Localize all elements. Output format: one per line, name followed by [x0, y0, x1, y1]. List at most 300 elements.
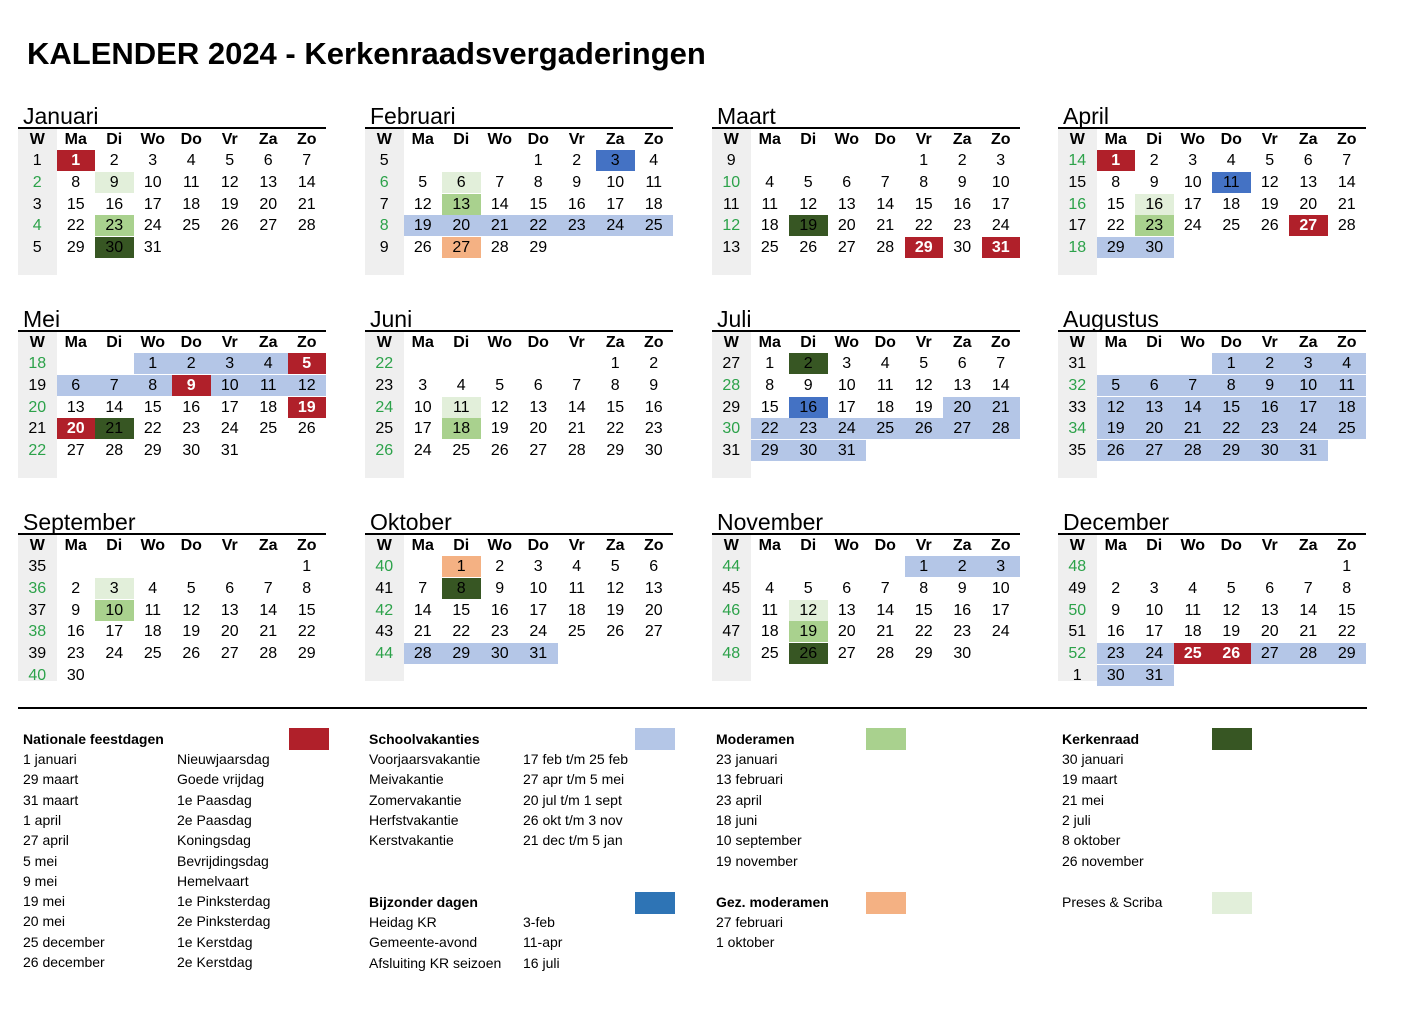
day-cell: 19: [1260, 195, 1279, 213]
day-cell: 18: [760, 623, 779, 641]
day-cell: 29: [452, 645, 471, 663]
day-cell: 21: [567, 420, 586, 438]
day-cell: 28: [1337, 217, 1356, 235]
legend-gez-moderamen-date: 27 februari: [716, 914, 783, 930]
day-cell: 6: [842, 173, 852, 191]
day-cell: 27: [953, 420, 972, 438]
day-cell: 14: [876, 195, 895, 213]
day-cell: 27: [529, 442, 548, 460]
day-cell: 20: [1145, 420, 1164, 438]
day-cell: 27: [259, 217, 278, 235]
day-cell: 28: [259, 645, 278, 663]
day-cell: 1: [302, 558, 312, 575]
day-cell: 21: [413, 623, 432, 641]
week-number: 49: [1068, 579, 1087, 597]
weekday-header-cell: Wo: [834, 334, 860, 351]
day-cell: 16: [789, 397, 828, 418]
day-cell: 27: [66, 442, 85, 460]
day-cell: 7: [418, 579, 428, 597]
day-cell: 20: [529, 420, 548, 438]
weekday-header: [18, 127, 326, 150]
day-cell: 18: [760, 217, 779, 235]
day-cell: 9: [957, 173, 967, 191]
weekday-header-cell: Ma: [1104, 334, 1127, 351]
day-cell: 4: [880, 355, 890, 372]
legend-schoolvakantie-label: 21 dec t/m 5 jan: [523, 832, 623, 849]
weekday-header-cell: Do: [874, 537, 896, 554]
day-cell: 30: [95, 237, 134, 258]
legend-swatch-kerkenraad: [1212, 728, 1252, 750]
day-cell: 5: [1111, 376, 1121, 394]
day-cell: 13: [1145, 398, 1164, 416]
day-cell: 10: [991, 173, 1010, 191]
day-cell: 19: [914, 398, 933, 416]
legend-swatch-gez-moderamen: [866, 892, 906, 914]
day-cell: 16: [1106, 623, 1125, 641]
day-cell: 1: [148, 355, 158, 372]
day-cell: 22: [914, 217, 933, 235]
weekday-header-cell: Do: [180, 131, 202, 148]
day-cell: 11: [1338, 376, 1356, 394]
day-cell: 2: [71, 579, 81, 597]
day-cell: 12: [914, 376, 933, 394]
day-cell: 4: [1188, 579, 1198, 597]
day-cell: 29: [1106, 239, 1125, 257]
day-cell: 31: [1145, 667, 1164, 684]
day-cell: 10: [991, 579, 1010, 597]
day-cell: 29: [297, 645, 316, 663]
weekday-header-cell: Zo: [643, 131, 664, 148]
weekday-header-cell: Vr: [1261, 334, 1278, 351]
legend-bijzondere-label: 16 juli: [523, 954, 560, 971]
day-cell: 28: [876, 645, 895, 663]
day-cell: 3: [418, 376, 428, 394]
day-cell: 13: [442, 194, 481, 215]
day-cell: 8: [1226, 376, 1236, 394]
day-cell: 26: [789, 643, 828, 664]
day-cell: 17: [143, 195, 162, 213]
legend-nationale-date: 1 april: [23, 811, 62, 828]
weekday-header-cell: Di: [800, 131, 817, 148]
legend-nationale-date: 1 januari: [23, 751, 77, 767]
week-number: 1: [1072, 667, 1082, 684]
day-cell: 16: [644, 398, 663, 416]
day-cell: 9: [495, 579, 505, 597]
day-cell: 20: [837, 217, 856, 235]
day-cell: 15: [914, 601, 933, 619]
weekday-header-cell: W: [18, 535, 57, 556]
day-cell: 30: [490, 645, 509, 663]
week-number: 13: [722, 239, 741, 257]
weekday-header-cell: Ma: [758, 334, 781, 351]
weekday-header-cell: Di: [800, 334, 817, 351]
day-cell: 12: [182, 601, 201, 619]
day-cell: 12: [297, 376, 316, 394]
day-cell: 21: [490, 217, 509, 235]
day-cell: 10: [95, 600, 134, 621]
day-cell: 16: [1260, 398, 1279, 416]
day-cell: 3: [225, 355, 235, 372]
day-cell: 8: [533, 173, 543, 191]
day-cell: 19: [789, 621, 828, 642]
weekday-header-cell: Za: [952, 334, 972, 351]
week-number: 31: [1068, 355, 1087, 372]
day-cell: 9: [649, 376, 659, 394]
day-cell: 13: [66, 398, 85, 416]
day-cell: 24: [606, 217, 625, 235]
legend-swatch-nationale: [289, 728, 329, 750]
day-cell: 9: [572, 173, 582, 191]
day-cell: 2: [1111, 579, 1121, 597]
day-cell: 18: [182, 195, 201, 213]
day-cell: 29: [905, 237, 944, 258]
day-cell: 5: [225, 152, 235, 169]
day-cell: 22: [452, 623, 471, 641]
week-number: 48: [1068, 558, 1087, 575]
day-cell: 15: [1106, 195, 1125, 213]
day-cell: 17: [529, 601, 548, 619]
day-cell: 26: [490, 442, 509, 460]
week-number: 5: [32, 239, 42, 257]
legend-nationale-label: Nieuwjaarsdag: [177, 751, 270, 767]
legend-swatch-preses: [1212, 892, 1252, 914]
day-cell: 14: [259, 601, 278, 619]
month-name: December: [1063, 509, 1170, 535]
weekday-header-cell: Vr: [568, 334, 585, 351]
day-cell: 18: [442, 418, 481, 439]
day-cell: 27: [644, 623, 663, 641]
weekday-header-cell: Wo: [1180, 131, 1206, 148]
day-cell: 30: [1106, 667, 1125, 684]
week-number: 32: [1068, 376, 1087, 394]
weekday-header-cell: Wo: [140, 334, 166, 351]
day-cell: 23: [644, 420, 663, 438]
legend-nationale-label: Koningsdag: [177, 832, 251, 849]
day-cell: 1: [919, 558, 929, 575]
day-cell: 5: [803, 173, 813, 191]
legend-nationale-label: 1e Pinksterdag: [177, 893, 271, 910]
week-number: 17: [1068, 217, 1087, 235]
weekday-header-cell: Za: [952, 537, 972, 554]
legend-moderamen-date: 23 januari: [716, 751, 778, 767]
day-cell: 10: [606, 173, 625, 191]
day-cell: 11: [1212, 172, 1251, 193]
day-cell: 17: [1145, 623, 1164, 641]
week-number: 27: [722, 355, 741, 372]
legend-heading-gez-moderamen: Gez. moderamen: [716, 894, 829, 910]
day-cell: 21: [95, 418, 134, 439]
weekday-header-cell: Do: [527, 131, 549, 148]
legend-heading-nationale: Nationale feestdagen: [23, 731, 164, 747]
weekday-header-cell: Wo: [834, 537, 860, 554]
week-number: 45: [722, 579, 741, 597]
day-cell: 31: [220, 442, 239, 460]
day-cell: 17: [837, 398, 856, 416]
legend-nationale-date: 19 mei: [23, 893, 66, 910]
day-cell: 13: [644, 579, 663, 597]
weekday-header-cell: Ma: [411, 131, 434, 148]
weekday-header-cell: Do: [180, 334, 202, 351]
weekday-header-cell: Wo: [140, 537, 166, 554]
legend-schoolvakantie-date: Zomervakantie: [369, 791, 462, 808]
weekday-header-cell: Za: [605, 334, 625, 351]
legend-nationale-label: Bevrijdingsdag: [177, 852, 269, 869]
weekday-header-cell: Di: [106, 334, 123, 351]
day-cell: 1: [765, 355, 775, 372]
day-cell: 18: [644, 195, 663, 213]
day-cell: 8: [765, 376, 775, 394]
day-cell: 20: [644, 601, 663, 619]
day-cell: 30: [1260, 442, 1279, 460]
day-cell: 16: [1135, 194, 1174, 215]
day-cell: 19: [413, 217, 432, 235]
day-cell: 29: [760, 442, 779, 460]
day-cell: 4: [765, 173, 775, 191]
day-cell: 28: [297, 217, 316, 235]
week-number: 25: [375, 420, 394, 438]
legend-schoolvakantie-date: Voorjaarsvakantie: [369, 751, 481, 767]
day-cell: 22: [760, 420, 779, 438]
weekday-header-cell: Do: [1220, 131, 1242, 148]
weekday-header-cell: Vr: [1261, 537, 1278, 554]
day-cell: 3: [842, 355, 852, 372]
weekday-header-cell: W: [712, 535, 751, 556]
week-number: 22: [375, 355, 394, 372]
day-cell: 27: [837, 645, 856, 663]
weekday-header-cell: Vr: [221, 537, 238, 554]
month-februari: [365, 103, 673, 275]
day-cell: 8: [442, 578, 481, 599]
day-cell: 15: [143, 398, 162, 416]
week-number: 26: [375, 442, 394, 460]
day-cell: 22: [1337, 623, 1356, 641]
week-number: 51: [1068, 623, 1087, 641]
weekday-header-cell: Za: [258, 334, 278, 351]
day-cell: 4: [263, 355, 273, 372]
day-cell: 26: [182, 645, 201, 663]
month-juli: [712, 306, 1020, 478]
weekday-header-cell: Zo: [1336, 334, 1357, 351]
weekday-header-cell: W: [365, 129, 404, 150]
day-cell: 4: [572, 558, 582, 575]
week-number: 48: [722, 645, 741, 663]
day-cell: 7: [880, 173, 890, 191]
weekday-header-cell: W: [365, 332, 404, 353]
day-cell: 2: [572, 152, 582, 169]
day-cell: 19: [182, 623, 201, 641]
day-cell: 31: [529, 645, 548, 663]
day-cell: 8: [610, 376, 620, 394]
legend-bijzondere-date: Afsluiting KR seizoen: [369, 954, 502, 971]
day-cell: 6: [263, 152, 273, 169]
day-cell: 3: [148, 152, 158, 169]
weekday-header-cell: Ma: [758, 131, 781, 148]
week-number: 44: [375, 645, 394, 663]
weekday-header: [712, 127, 1020, 150]
day-cell: 4: [1226, 152, 1236, 169]
week-number: 33: [1068, 398, 1087, 416]
day-cell: 6: [225, 579, 235, 597]
day-cell: 1: [57, 150, 96, 171]
day-cell: 7: [109, 376, 119, 394]
weekday-header-cell: Zo: [296, 537, 317, 554]
legend-schoolvakantie-date: Herfstvakantie: [369, 811, 459, 828]
day-cell: 29: [914, 645, 933, 663]
month-maart: [712, 103, 1020, 275]
day-cell: 2: [957, 558, 967, 575]
day-cell: 5: [1265, 152, 1275, 169]
week-number: 24: [375, 398, 394, 416]
legend-heading-schoolvakanties: Schoolvakanties: [369, 731, 480, 747]
day-cell: 13: [953, 376, 972, 394]
day-cell: 25: [182, 217, 201, 235]
day-cell: 21: [876, 623, 895, 641]
weekday-header: [1058, 127, 1366, 150]
day-cell: 17: [413, 420, 432, 438]
weekday-header-cell: W: [1058, 332, 1097, 353]
week-number: 29: [722, 398, 741, 416]
legend-nationale-label: Goede vrijdag: [177, 771, 265, 788]
weekday-header-cell: W: [712, 129, 751, 150]
day-cell: 19: [606, 601, 625, 619]
day-cell: 24: [413, 442, 432, 460]
week-number: 40: [28, 667, 47, 684]
day-cell: 10: [837, 376, 856, 394]
day-cell: 2: [649, 355, 659, 372]
day-cell: 23: [1260, 420, 1279, 438]
day-cell: 6: [1265, 579, 1275, 597]
weekday-header: [1058, 330, 1366, 353]
day-cell: 28: [105, 442, 124, 460]
day-cell: 30: [644, 442, 663, 460]
day-cell: 6: [649, 558, 659, 575]
weekday-header-cell: Zo: [1336, 537, 1357, 554]
weekday-header-cell: Do: [874, 131, 896, 148]
day-cell: 12: [1260, 173, 1279, 191]
day-cell: 26: [914, 420, 933, 438]
weekday-header-cell: Vr: [915, 334, 932, 351]
month-augustus: [1058, 306, 1366, 478]
week-number: 31: [722, 442, 741, 460]
day-cell: 8: [1342, 579, 1352, 597]
day-cell: 13: [1260, 601, 1279, 619]
month-december: [1058, 509, 1366, 684]
legend-nationale-date: 9 mei: [23, 872, 58, 889]
week-number: 15: [1068, 173, 1087, 191]
day-cell: 13: [837, 195, 856, 213]
day-cell: 23: [95, 215, 134, 236]
month-name: Juli: [717, 306, 752, 332]
week-number: 41: [375, 579, 394, 597]
week-number: 35: [1068, 442, 1087, 460]
day-cell: 31: [1299, 442, 1318, 460]
legend-bijzondere-label: 3-feb: [523, 914, 555, 930]
day-cell: 24: [1183, 217, 1202, 235]
month-name: Augustus: [1063, 306, 1159, 332]
legend-nationale-label: 1e Kerstdag: [177, 933, 253, 950]
day-cell: 21: [991, 398, 1010, 416]
day-cell: 3: [996, 152, 1006, 169]
day-cell: 24: [105, 645, 124, 663]
day-cell: 19: [1222, 623, 1241, 641]
day-cell: 23: [953, 623, 972, 641]
day-cell: 10: [413, 398, 432, 416]
day-cell: 20: [837, 623, 856, 641]
legend-label-preses: Preses & Scriba: [1062, 894, 1163, 910]
weekday-header-cell: Vr: [915, 131, 932, 148]
day-cell: 26: [413, 239, 432, 257]
weekday-header-cell: Za: [605, 537, 625, 554]
day-cell: 21: [1337, 195, 1356, 213]
day-cell: 26: [1260, 217, 1279, 235]
month-name: Mei: [23, 306, 61, 332]
legend-schoolvakantie-label: 27 apr t/m 5 mei: [523, 771, 625, 788]
day-cell: 23: [1135, 215, 1174, 236]
day-cell: 29: [66, 239, 85, 257]
week-number: 44: [722, 558, 741, 575]
month-name: Januari: [23, 103, 99, 129]
weekday-header-cell: Za: [1298, 537, 1318, 554]
weekday-header-cell: Za: [1298, 131, 1318, 148]
day-cell: 19: [288, 397, 327, 418]
day-cell: 4: [1342, 355, 1352, 372]
day-cell: 14: [297, 173, 316, 191]
weekday-header-cell: Do: [180, 537, 202, 554]
day-cell: 13: [259, 173, 278, 191]
day-cell: 2: [495, 558, 505, 575]
day-cell: 5: [288, 353, 327, 374]
day-cell: 12: [413, 195, 432, 213]
day-cell: 24: [529, 623, 548, 641]
legend-moderamen-date: 13 februari: [716, 771, 783, 788]
day-cell: 3: [1149, 579, 1159, 597]
weekday-header-cell: Di: [453, 537, 470, 554]
weekday-header-cell: Zo: [296, 131, 317, 148]
legend-bijzondere-date: Heidag KR: [369, 914, 437, 930]
week-number: 2: [32, 173, 42, 191]
day-cell: 30: [953, 645, 972, 663]
day-cell: 9: [71, 601, 81, 619]
weekday-header-cell: Di: [106, 131, 123, 148]
day-cell: 8: [919, 173, 929, 191]
week-number: 11: [722, 195, 740, 213]
weekday-header-cell: W: [18, 332, 57, 353]
day-cell: 25: [1337, 420, 1356, 438]
day-cell: 27: [1145, 442, 1164, 460]
day-cell: 31: [837, 442, 856, 460]
day-cell: 25: [452, 442, 471, 460]
day-cell: 3: [996, 558, 1006, 575]
legend-swatch-moderamen: [866, 728, 906, 750]
day-cell: 16: [490, 601, 509, 619]
day-cell: 3: [1188, 152, 1198, 169]
week-number: 8: [379, 217, 389, 235]
weekday-header-cell: Ma: [411, 537, 434, 554]
day-cell: 15: [606, 398, 625, 416]
day-cell: 28: [1299, 645, 1318, 663]
day-cell: 13: [529, 398, 548, 416]
day-cell: 7: [263, 579, 273, 597]
day-cell: 25: [259, 420, 278, 438]
day-cell: 14: [1299, 601, 1318, 619]
month-oktober: [365, 509, 673, 681]
day-cell: 15: [760, 398, 779, 416]
day-cell: 14: [1337, 173, 1356, 191]
day-cell: 4: [649, 152, 659, 169]
day-cell: 28: [490, 239, 509, 257]
legend-nationale-label: 2e Kerstdag: [177, 954, 253, 970]
day-cell: 10: [1299, 376, 1318, 394]
